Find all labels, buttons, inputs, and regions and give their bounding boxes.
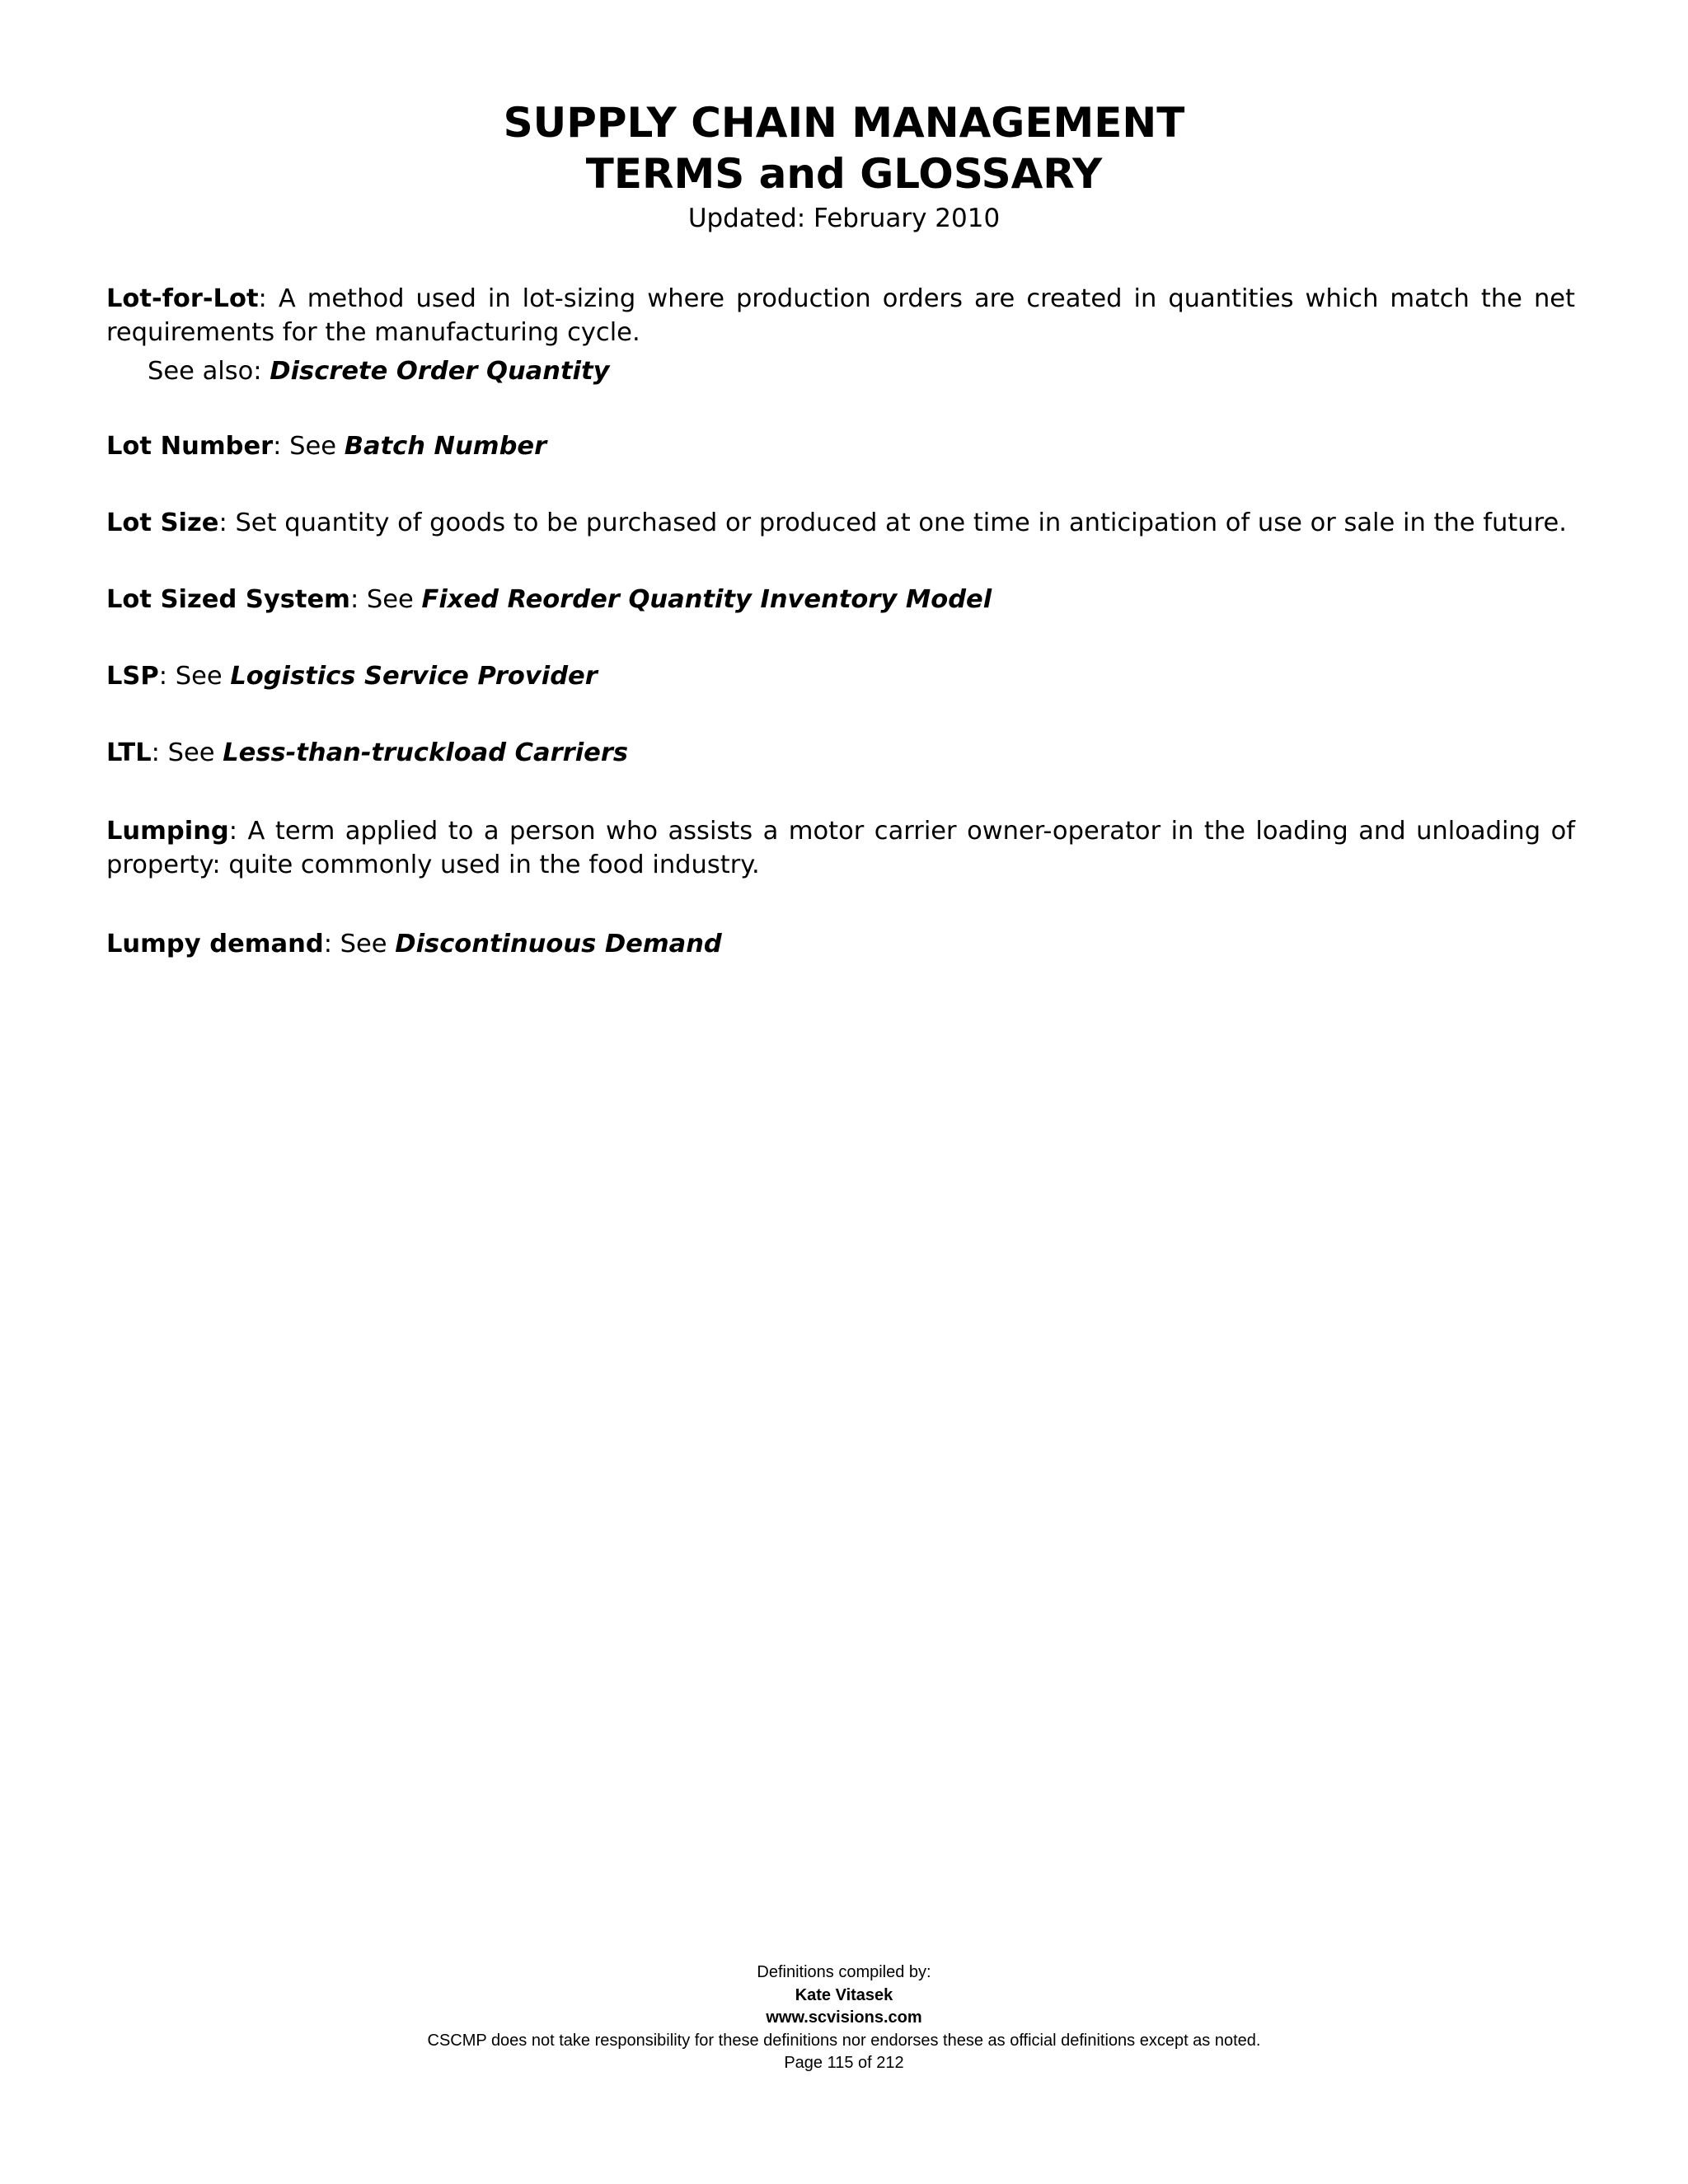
page-header bbox=[0, 97, 1688, 236]
entry-separator: : See bbox=[151, 738, 223, 767]
see-also-reference: Discrete Order Quantity bbox=[270, 357, 610, 386]
glossary-entry-lsp bbox=[106, 659, 1575, 693]
see-also-label: See also: bbox=[148, 357, 270, 386]
entry-term: Lot Number bbox=[106, 432, 274, 461]
entry-separator: : bbox=[218, 509, 236, 537]
entry-separator: : bbox=[228, 817, 248, 846]
entry-term: Lumping bbox=[106, 817, 229, 846]
glossary-entry-ltl bbox=[106, 736, 1575, 770]
entry-definition: A term applied to a person who assists a motor carrier owner-operator in the loading and unloading of property: quite commonly used in the food industry. bbox=[106, 817, 1575, 879]
entry-definition: A method used in lot-sizing where production orders are created in quantities which match the net requirements for the manufacturing cycle. bbox=[106, 284, 1575, 347]
entry-term: Lumpy demand bbox=[106, 930, 324, 958]
glossary-entry-lumpy-demand bbox=[106, 927, 1575, 961]
glossary-entry-lot-number bbox=[106, 429, 1575, 463]
entry-separator: : See bbox=[158, 662, 231, 691]
entry-term: LTL bbox=[106, 738, 152, 767]
page-title-line-2: TERMS and GLOSSARY bbox=[585, 150, 1103, 198]
entry-reference: Discontinuous Demand bbox=[395, 930, 722, 958]
entry-reference: Logistics Service Provider bbox=[230, 662, 598, 691]
entry-reference: Batch Number bbox=[344, 432, 547, 461]
glossary-entries bbox=[106, 282, 1575, 1004]
updated-date: Updated: February 2010 bbox=[687, 204, 1001, 233]
entry-term: Lot Size bbox=[106, 509, 219, 537]
entry-reference: Less-than-truckload Carriers bbox=[223, 738, 629, 767]
page-title-line-1: SUPPLY CHAIN MANAGEMENT bbox=[503, 99, 1185, 147]
footer-author: Kate Vitasek bbox=[795, 1985, 893, 2004]
entry-definition: Set quantity of goods to be purchased or produced at one time in anticipation of use or sale in the future. bbox=[235, 509, 1567, 537]
entry-term: Lot-for-Lot bbox=[106, 284, 259, 313]
entry-separator: : See bbox=[323, 930, 396, 958]
entry-separator: : See bbox=[349, 585, 422, 614]
footer-website: www.scvisions.com bbox=[766, 2008, 922, 2027]
footer-compiled-by: Definitions compiled by: bbox=[757, 1963, 931, 1981]
entry-separator: : bbox=[258, 284, 279, 313]
see-also bbox=[148, 354, 1575, 388]
entry-term: Lot Sized System bbox=[106, 585, 350, 614]
page-footer bbox=[0, 1961, 1688, 2075]
glossary-entry-lumping bbox=[106, 814, 1575, 882]
glossary-entry-lot-size bbox=[106, 506, 1575, 540]
entry-term: LSP bbox=[106, 662, 159, 691]
footer-disclaimer: CSCMP does not take responsibility for these definitions nor endorses these as official definitions except as noted. bbox=[427, 2031, 1261, 2050]
footer-page-number: Page 115 of 212 bbox=[784, 2054, 904, 2072]
entry-separator: : See bbox=[273, 432, 345, 461]
glossary-entry-lot-for-lot bbox=[106, 282, 1575, 388]
glossary-entry-lot-sized-system bbox=[106, 583, 1575, 616]
entry-reference: Fixed Reorder Quantity Inventory Model bbox=[421, 585, 992, 614]
